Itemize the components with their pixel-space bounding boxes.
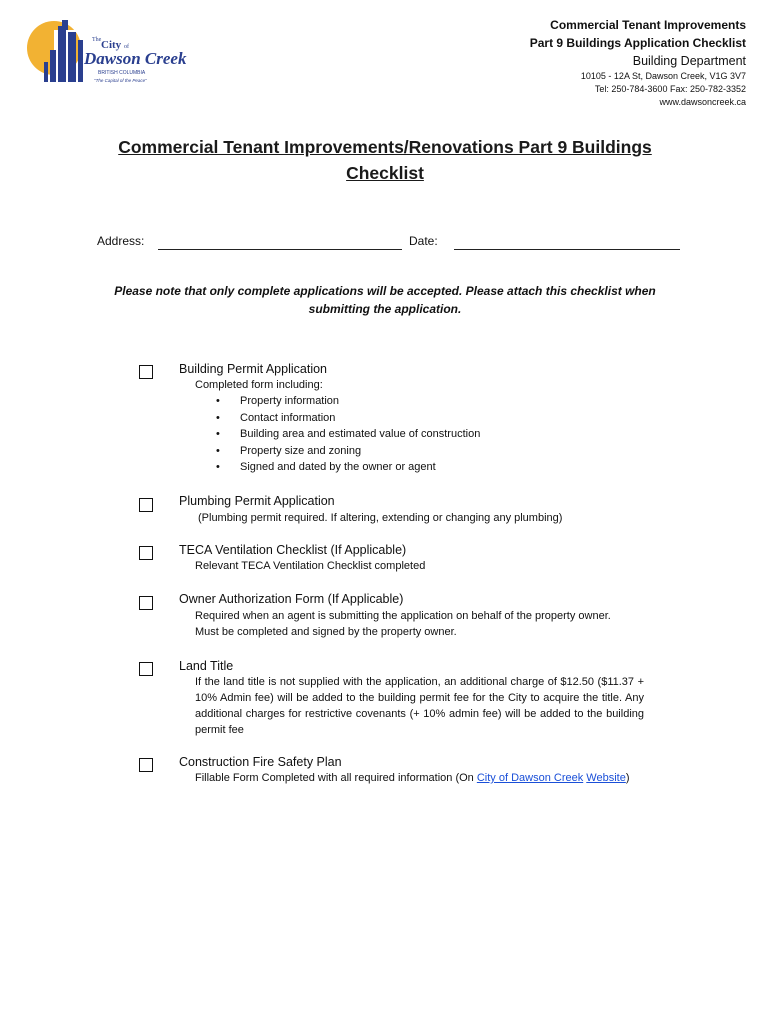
bullet-icon: • (216, 428, 220, 440)
city-website-link-cont[interactable]: Website (586, 772, 626, 784)
dawson-creek-logo-graphic (24, 18, 194, 90)
date-label: Date: (409, 234, 438, 248)
address-field-line[interactable] (158, 249, 402, 250)
page-title-line-1: Commercial Tenant Improvements/Renovations Part 9 Buildings (118, 137, 652, 157)
header-address: 10105 - 12A St, Dawson Creek, V1G 3V7 (580, 71, 746, 81)
logo-city-text: City (101, 39, 122, 51)
item-title-owner-authorization: Owner Authorization Form (If Applicable) (179, 592, 404, 606)
item-sub-teca-ventilation: Relevant TECA Ventilation Checklist completed (195, 560, 426, 572)
bullet-icon: • (216, 395, 220, 407)
header-line-1: Commercial Tenant Improvements (550, 18, 746, 32)
checkbox-fire-safety-plan[interactable] (139, 758, 153, 772)
page-title-line-2: Checklist (346, 163, 424, 183)
checkbox-building-permit[interactable] (139, 365, 153, 379)
header-line-2: Part 9 Buildings Application Checklist (529, 36, 746, 50)
list-item: • Signed and dated by the owner or agent (216, 459, 480, 476)
logo-name-text: Dawson Creek (84, 49, 187, 68)
list-item: • Property size and zoning (216, 443, 480, 460)
header-phone: Tel: 250-784-3600 Fax: 250-782-3352 (594, 84, 746, 94)
header-department: Building Department (632, 54, 746, 68)
building-permit-requirements-list (216, 393, 480, 476)
submission-note (100, 282, 670, 318)
logo-of-text: of (124, 44, 129, 50)
city-website-link[interactable]: City of Dawson Creek (476, 772, 584, 784)
item-title-land-title: Land Title (179, 659, 234, 673)
bullet-icon: • (216, 444, 220, 457)
item-title-teca-ventilation: TECA Ventilation Checklist (If Applicable) (179, 543, 407, 557)
page-title (60, 134, 710, 186)
city-logo (24, 18, 194, 90)
item-sub-owner-authorization-2: Must be completed and signed by the property owner. (195, 626, 457, 638)
bullet-icon: • (216, 411, 220, 424)
header-info (530, 16, 746, 109)
list-item: • Contact information (216, 410, 480, 427)
item-title-building-permit: Building Permit Application (179, 362, 327, 376)
item-sub-building-permit: Completed form including: (195, 379, 323, 391)
logo-the-text: The (92, 37, 102, 43)
logo-tagline-text: "The Capital of the Peace" (94, 78, 147, 83)
item-desc-land-title: If the land title is not supplied with the application, an additional charge of $12.50 ($11.37 + 10% Admin fee) will be added to the building permit fee for the City to acquire the title. Any additional charges for restrictive covenants (+ 10% admin fee) will be added to the building permit fee (195, 676, 644, 736)
address-label: Address: (97, 234, 145, 248)
item-sub-owner-authorization-1: Required when an agent is submitting the application on behalf of the property owner. (195, 610, 611, 622)
date-field-line[interactable] (454, 249, 680, 250)
note-line-2: submitting the application. (308, 302, 462, 316)
note-line-1: Please note that only complete applications will be accepted. Please attach this checklist when (114, 284, 656, 298)
item-title-plumbing-permit: Plumbing Permit Application (179, 494, 335, 508)
checkbox-plumbing-permit[interactable] (139, 498, 153, 512)
list-item: • Building area and estimated value of construction (216, 426, 480, 443)
checkbox-teca-ventilation[interactable] (139, 546, 153, 560)
header-website: www.dawsoncreek.ca (659, 97, 746, 107)
checkbox-owner-authorization[interactable] (139, 596, 153, 610)
checkbox-land-title[interactable] (139, 662, 153, 676)
bullet-icon: • (216, 461, 220, 473)
item-desc-fire-safety-plan: Fillable Form Completed with all required information (On City of Dawson Creek Website) (195, 772, 630, 784)
item-title-fire-safety-plan: Construction Fire Safety Plan (179, 755, 342, 769)
logo-province-text: BRITISH COLUMBIA (98, 70, 146, 76)
item-sub-plumbing-permit: (Plumbing permit required. If altering, extending or changing any plumbing) (198, 512, 563, 524)
list-item: • Property information (216, 393, 480, 410)
